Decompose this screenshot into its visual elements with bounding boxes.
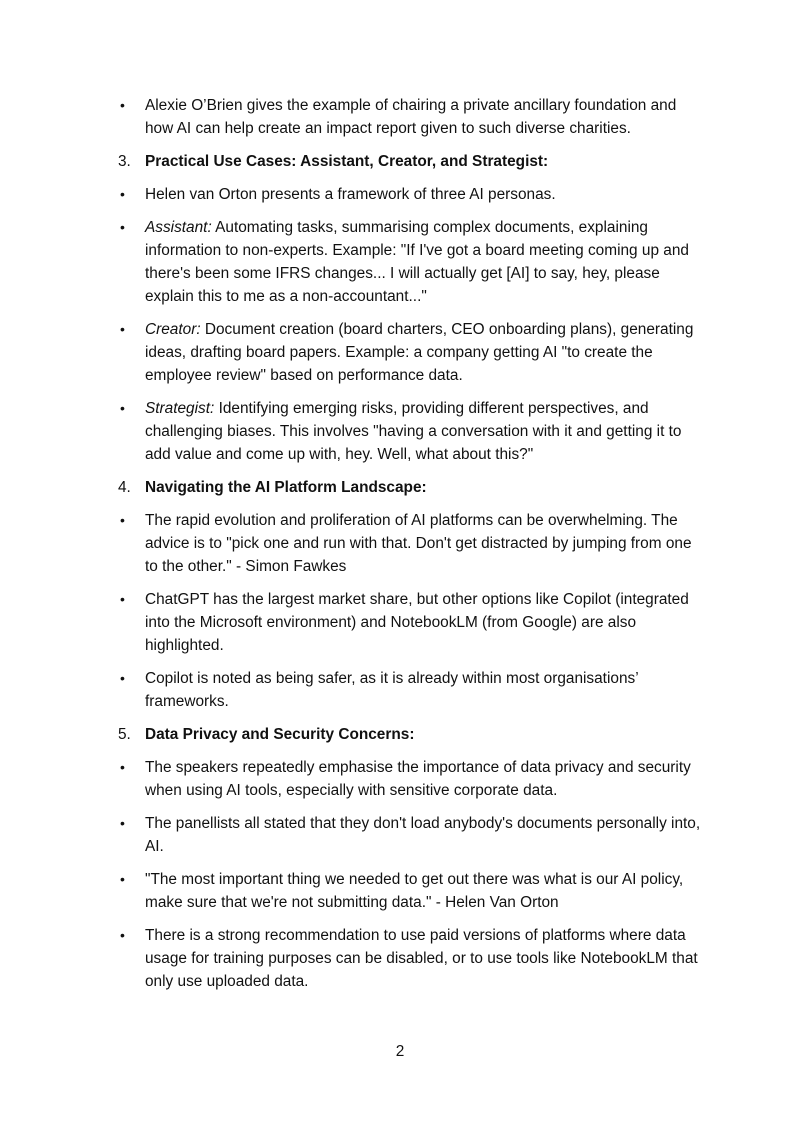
list-item xyxy=(118,868,708,914)
bullet-marker: • xyxy=(120,186,125,202)
page-number: 2 xyxy=(395,1043,405,1060)
list-item-text xyxy=(145,219,689,305)
section-title: Practical Use Cases: Assistant, Creator, and Strategist: xyxy=(145,153,549,170)
persona-description: Document creation (board charters, CEO onboarding plans), generating ideas, drafting board papers. Example: a company getting AI "to create the employee review" based on performance data. xyxy=(145,321,694,384)
list-item xyxy=(118,94,708,140)
list-item xyxy=(118,509,708,578)
page-content xyxy=(118,94,708,1003)
section-number: 3. xyxy=(118,153,131,170)
list-item xyxy=(118,756,708,802)
list-item-text: The speakers repeatedly emphasise the importance of data privacy and security when using AI tools, especially with sensitive corporate data. xyxy=(145,759,691,799)
bullet-marker: • xyxy=(120,871,125,887)
bullet-marker: • xyxy=(120,97,125,113)
list-item-text: Alexie O’Brien gives the example of chairing a private ancillary foundation and how AI can help create an impact report given to such diverse charities. xyxy=(145,97,677,137)
bullet-marker: • xyxy=(120,512,125,528)
bullet-marker: • xyxy=(120,219,125,235)
persona-description: Automating tasks, summarising complex documents, explaining information to non-experts. Example: "If I've got a board meeting coming up and there's been some IFRS changes... I will actually get [AI] to say, hey, please explain this to me as a non-accountant..." xyxy=(145,219,689,305)
section-number: 5. xyxy=(118,726,131,743)
list-item xyxy=(118,924,708,993)
section-heading xyxy=(118,150,708,173)
list-item-text: ChatGPT has the largest market share, but other options like Copilot (integrated into the Microsoft environment) and NotebookLM (from Google) are also highlighted. xyxy=(145,591,689,654)
bullet-marker: • xyxy=(120,927,125,943)
list-item-text: The rapid evolution and proliferation of AI platforms can be overwhelming. The advice is to "pick one and run with that. Don't get distracted by jumping from one to the other." - Simon Fawkes xyxy=(145,512,692,575)
bullet-marker: • xyxy=(120,759,125,775)
list-item xyxy=(118,397,708,466)
section-title: Navigating the AI Platform Landscape: xyxy=(145,479,427,496)
list-item xyxy=(118,183,708,206)
list-item-text xyxy=(145,400,681,463)
section-heading xyxy=(118,476,708,499)
section-number: 4. xyxy=(118,479,131,496)
list-item-text xyxy=(145,321,693,384)
list-item-text: Copilot is noted as being safer, as it is already within most organisations’ frameworks. xyxy=(145,670,639,710)
list-item-text: The panellists all stated that they don't load anybody's documents personally into, AI. xyxy=(145,815,701,855)
list-item xyxy=(118,812,708,858)
section-title: Data Privacy and Security Concerns: xyxy=(145,726,415,743)
list-item-text: "The most important thing we needed to get out there was what is our AI policy, make sure that we're not submitting data." - Helen Van Orton xyxy=(145,871,684,911)
persona-label: Strategist: xyxy=(145,400,215,417)
list-item xyxy=(118,216,708,308)
bullet-marker: • xyxy=(120,815,125,831)
section-heading xyxy=(118,723,708,746)
persona-label: Assistant: xyxy=(145,219,212,236)
list-item xyxy=(118,318,708,387)
persona-description: Identifying emerging risks, providing different perspectives, and challenging biases. This involves "having a conversation with it and getting it to add value and come up with, hey. Well, what about this?" xyxy=(145,400,682,463)
bullet-marker: • xyxy=(120,670,125,686)
list-item xyxy=(118,667,708,713)
list-item xyxy=(118,588,708,657)
bullet-marker: • xyxy=(120,591,125,607)
list-item-text: Helen van Orton presents a framework of three AI personas. xyxy=(145,186,556,203)
list-item-text: There is a strong recommendation to use paid versions of platforms where data usage for training purposes can be disabled, or to use tools like NotebookLM that only use uploaded data. xyxy=(145,927,698,990)
bullet-marker: • xyxy=(120,321,125,337)
persona-label: Creator: xyxy=(145,321,201,338)
bullet-marker: • xyxy=(120,400,125,416)
